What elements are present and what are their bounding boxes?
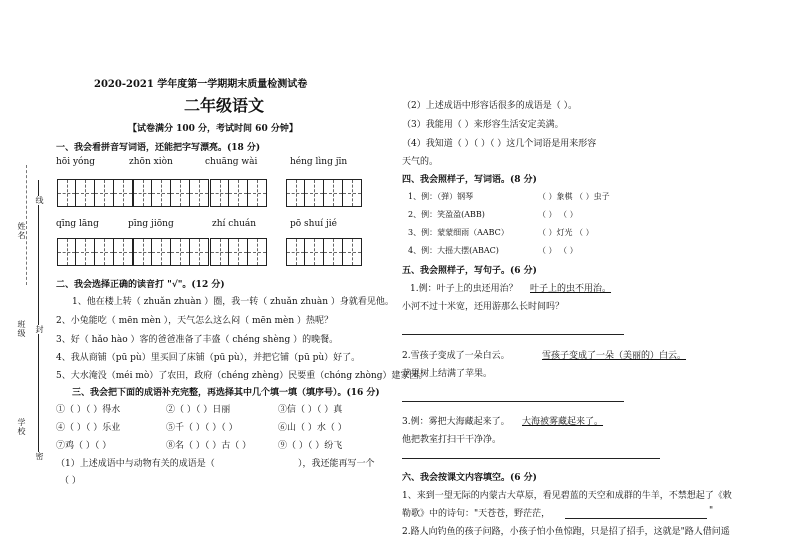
section-2-heading: 二、我会选择正确的读音打 "√"。(12 分) bbox=[56, 280, 225, 290]
writing-grid[interactable] bbox=[286, 179, 362, 207]
writing-grid[interactable] bbox=[210, 238, 267, 266]
question-sentence: 小河不过十米宽，还用游那么长时间吗？ bbox=[402, 302, 565, 312]
example-answer: 大海被雾藏起来了。 bbox=[522, 417, 604, 427]
idiom-item: ②（ ）（ ）日丽 bbox=[166, 405, 231, 415]
writing-grid[interactable] bbox=[286, 238, 362, 266]
answer-blank[interactable]: （ ）灯光 （ ） bbox=[538, 228, 594, 237]
question-line: 2.路人向钓鱼的孩子问路，小孩子怕小鱼惊跑，只是招了招手，这就是"路人借问遥 bbox=[402, 527, 730, 537]
example-answer: 叶子上的虫不用治。 bbox=[530, 284, 612, 294]
pinyin-label: chuāng wài bbox=[205, 157, 258, 167]
answer-blank[interactable]: （ ） bbox=[60, 476, 81, 486]
writing-grid[interactable] bbox=[133, 179, 209, 207]
section-3-heading: 三、我会把下面的成语补充完整，再选择其中几个填一填（填序号）。(16 分) bbox=[72, 388, 380, 398]
answer-blank[interactable]: （ ）象棋 （ ）虫子 bbox=[538, 192, 610, 201]
pinyin-label: zhōn xiòn bbox=[129, 157, 173, 167]
exam-info: 【试卷满分 100 分，考试时间 60 分钟】 bbox=[128, 124, 298, 134]
question-line: 天气的。 bbox=[402, 157, 439, 167]
idiom-item: ①（ ）（ ）得水 bbox=[56, 405, 121, 415]
pinyin-label: qīng lāng bbox=[56, 219, 99, 229]
example-sentence: 2.雪孩子变成了一朵白云。 bbox=[402, 351, 510, 361]
idiom-item: ③信（ ）（ ）真 bbox=[278, 405, 343, 415]
section-6-heading: 六、我会按课文内容填空。(6 分) bbox=[402, 473, 537, 483]
answer-blank[interactable]: （ ） （ ） bbox=[538, 246, 578, 255]
writing-grid[interactable] bbox=[210, 179, 267, 207]
section-5-heading: 五、我会照样子，写句子。(6 分) bbox=[402, 266, 537, 276]
writing-grid[interactable] bbox=[57, 238, 133, 266]
question-line: （3）我能用（ ）来形容生活安定美满。 bbox=[402, 120, 564, 130]
writing-grid[interactable] bbox=[57, 179, 133, 207]
exam-title: 2020-2021 学年度第一学期期末质量检测试卷 bbox=[94, 79, 308, 90]
answer-line[interactable] bbox=[565, 518, 707, 519]
pinyin-label: pīng jiōng bbox=[128, 219, 174, 229]
question-line: 3、好（ hǎo hào ）客的爸爸准备了丰盛（ chéng shèng ）的晚餐。 bbox=[56, 335, 339, 345]
class-label: 班级 bbox=[17, 320, 26, 338]
question-line: （1）上述成语中与动物有关的成语是（ bbox=[56, 459, 215, 469]
question-line: （4）我知道（ ）（ ）（ ）这几个词语是用来形容 bbox=[402, 139, 597, 149]
question-sentence: 他把教室打扫干干净净。 bbox=[402, 435, 502, 445]
idiom-item: ⑨（ ）（ ）纷飞 bbox=[278, 441, 343, 451]
idiom-item: ⑦鸡（ ）（ ） bbox=[56, 441, 112, 451]
seal-text: 线 bbox=[35, 196, 44, 205]
question-line: 2、小兔能吃（ mēn mèn ），天气怎么这么闷（ mēn mèn ）热呢？ bbox=[56, 316, 334, 326]
pinyin-label: pō shuí jié bbox=[290, 219, 337, 229]
answer-blank[interactable]: （ ） （ ） bbox=[538, 210, 578, 219]
question-line: 5、大水淹没（méi mò）了农田，政府（chéng zhèng）民要重（chóng zhòng）建家园。 bbox=[56, 371, 428, 381]
pinyin-label: hōi yóng bbox=[56, 157, 96, 167]
example-label: 4、例：大摇大摆(ABAC) bbox=[408, 246, 499, 255]
idiom-item: ⑥山（ ）水（ ） bbox=[278, 423, 347, 433]
subject-title: 二年级语文 bbox=[184, 96, 265, 115]
example-label: 2、例：笑盈盈(ABB) bbox=[408, 210, 485, 219]
answer-line[interactable] bbox=[402, 334, 624, 335]
section-4-heading: 四、我会照样子，写词语。(8 分) bbox=[402, 175, 537, 185]
writing-grid[interactable] bbox=[133, 238, 209, 266]
question-line: 勒歌》中的诗句："天苍苍，野茫茫， bbox=[402, 509, 551, 519]
question-line: " bbox=[709, 506, 714, 516]
example-answer: 雪孩子变成了一朵（美丽的）白云。 bbox=[542, 351, 687, 361]
binding-line bbox=[38, 180, 39, 452]
section-1-heading: 一、我会看拼音写词语，还能把字写漂亮。(18 分) bbox=[56, 143, 261, 153]
example-sentence: 3.例：雾把大海藏起来了。 bbox=[402, 417, 510, 427]
example-sentence: 1.例：叶子上的虫还用治？ bbox=[410, 284, 518, 294]
seal-text: 密 bbox=[35, 452, 44, 461]
question-sentence: 苹果树上结满了苹果。 bbox=[402, 369, 493, 379]
pinyin-label: héng lìng jīn bbox=[290, 157, 348, 167]
seal-text: 封 bbox=[35, 325, 44, 334]
answer-line[interactable] bbox=[402, 401, 624, 402]
idiom-item: ⑧名（ ）（ ）古（ ） bbox=[166, 441, 252, 451]
question-line: 1、他在楼上转（ zhuǎn zhuàn ）圈，我一转（ zhuǎn zhuàn ）身就看见他。 bbox=[72, 297, 394, 307]
question-line: （2）上述成语中形容话很多的成语是（ ）。 bbox=[402, 101, 578, 111]
name-label: 姓名 bbox=[17, 222, 26, 240]
question-line: 4、我从商铺（pū pù）里买回了床铺（pū pù），并把它铺（pū pù）好了。 bbox=[56, 353, 361, 363]
idiom-item: ⑤千（ ）（ ）（ ） bbox=[166, 423, 238, 433]
example-label: 3、例：蒙蒙细雨（AABC） bbox=[408, 228, 509, 237]
school-label: 学校 bbox=[17, 418, 26, 436]
answer-line[interactable] bbox=[402, 458, 660, 459]
idiom-item: ④（ ）（ ）乐业 bbox=[56, 423, 121, 433]
pinyin-label: zhí chuán bbox=[212, 219, 257, 229]
example-label: 1、例：（弹）钢琴 bbox=[408, 192, 474, 201]
question-line: ），我还能再写一个 bbox=[298, 459, 375, 469]
question-line: 1、来到一望无际的内蒙古大草原，看见碧蓝的天空和成群的牛羊，不禁想起了《敕 bbox=[402, 491, 732, 501]
